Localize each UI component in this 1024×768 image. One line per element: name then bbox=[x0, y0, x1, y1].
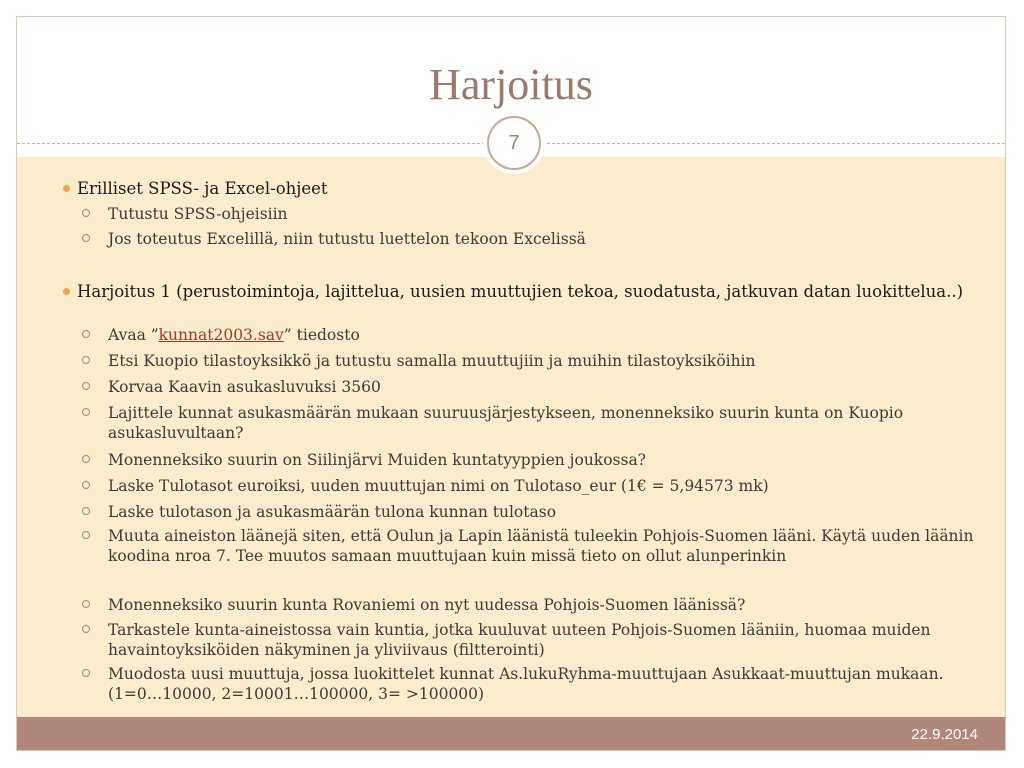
sub-bullet-text: Laske tulotason ja asukasmäärän tulona kunnan tulotaso bbox=[108, 503, 557, 521]
circle-bullet-icon bbox=[82, 481, 90, 489]
sub-bullet-item bbox=[108, 403, 993, 443]
sub-bullet-item bbox=[108, 351, 993, 371]
sub-bullet-item bbox=[108, 476, 993, 496]
bullet-item bbox=[77, 178, 972, 199]
bullet-text: Harjoitus 1 (perustoimintoja, lajittelua, uusien muuttujien tekoa, suodatusta, jatkuvan datan luokittelua..) bbox=[77, 282, 964, 301]
bullet-text: Erilliset SPSS- ja Excel-ohjeet bbox=[77, 179, 328, 198]
sub-bullet-text: Lajittele kunnat asukasmäärän mukaan suuruusjärjestykseen, monenneksiko suurin kunta on Kuopio asukasluvultaan? bbox=[108, 404, 904, 442]
circle-bullet-icon bbox=[82, 408, 90, 416]
bullet-item bbox=[77, 281, 972, 302]
footer-bar bbox=[17, 717, 1005, 751]
circle-bullet-icon bbox=[82, 382, 90, 390]
sub-bullet-text: Monenneksiko suurin kunta Rovaniemi on nyt uudessa Pohjois-Suomen läänissä? bbox=[108, 596, 746, 614]
slide-number: 7 bbox=[487, 116, 541, 170]
sub-bullet-item bbox=[108, 595, 993, 615]
sub-bullet-item bbox=[108, 450, 993, 470]
sub-bullet-text: Etsi Kuopio tilastoyksikkö ja tutustu samalla muuttujiin ja muihin tilastoyksiköihin bbox=[108, 352, 756, 370]
circle-bullet-icon bbox=[82, 507, 90, 515]
sub-bullet-item bbox=[108, 502, 993, 522]
slide-title: Harjoitus bbox=[429, 60, 593, 109]
sub-bullet-item bbox=[108, 204, 993, 224]
bullet-dot-icon bbox=[63, 288, 70, 295]
sub-bullet-text: Tutustu SPSS-ohjeisiin bbox=[108, 205, 288, 223]
sub-bullet-item bbox=[108, 377, 993, 397]
circle-bullet-icon bbox=[82, 600, 90, 608]
circle-bullet-icon bbox=[82, 209, 90, 217]
sub-bullet-item bbox=[108, 620, 993, 660]
sub-bullet-item bbox=[108, 526, 993, 566]
circle-bullet-icon bbox=[82, 531, 90, 539]
bullet-dot-icon bbox=[63, 185, 70, 192]
circle-bullet-icon bbox=[82, 669, 90, 677]
link-suffix: ” tiedosto bbox=[283, 326, 360, 344]
sub-bullet-item bbox=[108, 229, 993, 249]
sub-bullet-item bbox=[108, 664, 993, 704]
circle-bullet-icon bbox=[82, 625, 90, 633]
sub-bullet-item bbox=[108, 325, 993, 345]
sub-bullet-text: Laske Tulotasot euroiksi, uuden muuttujan nimi on Tulotaso_eur (1€ = 5,94573 mk) bbox=[108, 477, 769, 495]
sub-bullet-text: Muuta aineiston läänejä siten, että Oulun ja Lapin läänistä tuleekin Pohjois-Suomen lääni. Käytä uuden läänin koodina nroa 7. Tee muutos samaan muuttujaan kuin missä tieto on ollut alunperinkin bbox=[108, 527, 974, 565]
footer-date: 22.9.2014 bbox=[911, 726, 978, 743]
sub-bullet-text: Muodosta uusi muuttuja, jossa luokittelet kunnat As.lukuRyhma-muuttujaan Asukkaat-muuttujan mukaan. (1=0…10000, 2=10001…100000, 3= >100000) bbox=[108, 665, 944, 703]
circle-bullet-icon bbox=[82, 234, 90, 242]
circle-bullet-icon bbox=[82, 356, 90, 364]
sub-bullet-text: Jos toteutus Excelillä, niin tutustu luettelon tekoon Excelissä bbox=[108, 230, 586, 248]
sub-bullet-text: Korvaa Kaavin asukasluvuksi 3560 bbox=[108, 378, 381, 396]
sub-bullet-text: Tarkastele kunta-aineistossa vain kuntia, jotka kuuluvat uuteen Pohjois-Suomen lääniin, huomaa muiden havaintoyksiköiden näkyminen ja yliviivaus (filtterointi) bbox=[108, 621, 931, 659]
circle-bullet-icon bbox=[82, 455, 90, 463]
link-prefix: Avaa ” bbox=[108, 326, 159, 344]
sub-bullet-text: Monenneksiko suurin on Siilinjärvi Muiden kuntatyyppien joukossa? bbox=[108, 451, 646, 469]
file-link[interactable]: kunnat2003.sav bbox=[158, 326, 284, 344]
circle-bullet-icon bbox=[82, 330, 90, 338]
